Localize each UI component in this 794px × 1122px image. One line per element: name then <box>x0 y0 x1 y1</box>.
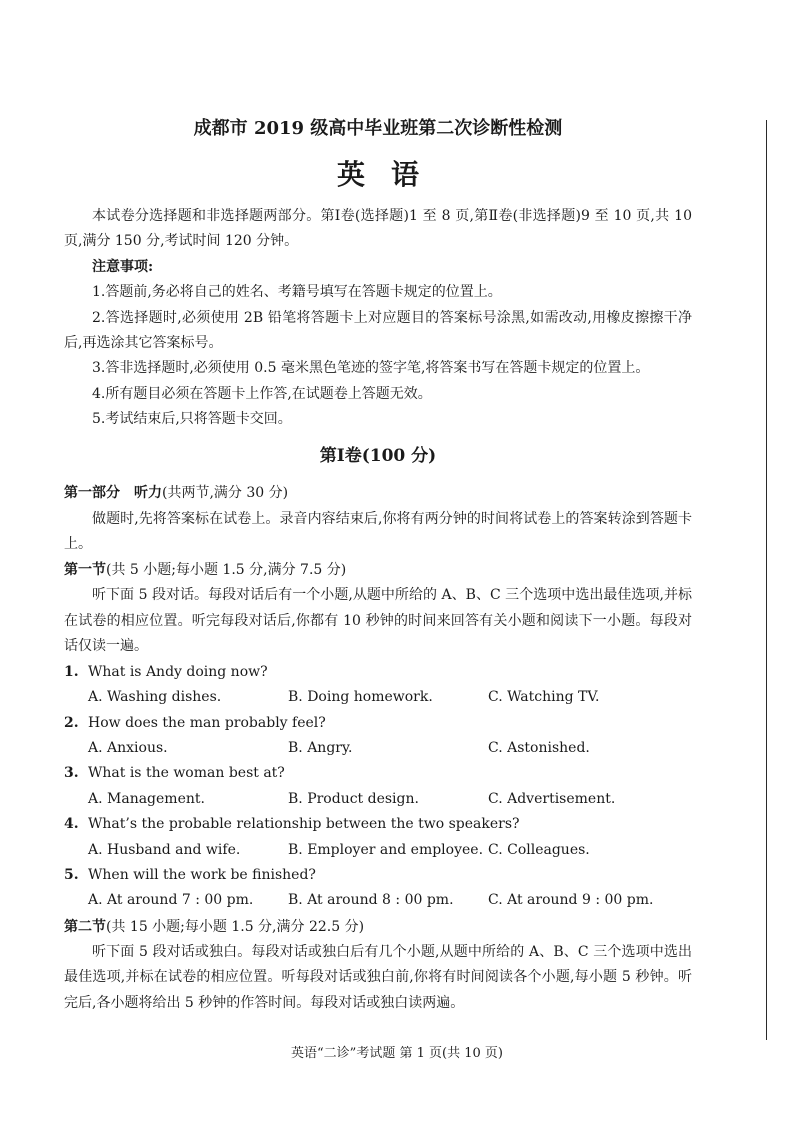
question-text: What is Andy doing now? <box>88 663 268 680</box>
section1-instruction: 听下面 5 段对话。每段对话后有一个小题,从题中所给的 A、B、C 三个选项中选出最佳选项,并标在试卷的相应位置。听完每段对话后,你都有 10 秒钟的时间来回答有关小题和阅读下一小题。每段对话仅读一遍。 <box>64 587 692 655</box>
question-text: When will the work be finished? <box>88 866 316 883</box>
part1-subtitle: 听力 <box>134 484 162 501</box>
page-footer: 英语“二诊”考试题 第 1 页(共 10 页) <box>291 1046 503 1061</box>
option-a: A. Management. <box>88 790 205 807</box>
option-c: C. Colleagues. <box>488 841 590 858</box>
option-c: C. At around 9 : 00 pm. <box>488 892 654 909</box>
option-c: C. Astonished. <box>488 739 590 756</box>
option-c: C. Watching TV. <box>488 689 600 706</box>
question-number: 5. <box>64 866 79 883</box>
option-a: A. Husband and wife. <box>88 841 241 858</box>
question-number: 2. <box>64 714 79 731</box>
part1-score: (共两节,满分 30 分) <box>162 484 289 501</box>
question-number: 1. <box>64 663 79 680</box>
question-2 <box>64 711 692 762</box>
option-b: B. At around 8 : 00 pm. <box>288 892 454 909</box>
section1-title: 第一节 <box>64 562 106 579</box>
option-b: B. Angry. <box>288 739 353 756</box>
volume-heading: 第Ⅰ卷(100 分) <box>319 445 437 466</box>
question-text: How does the man probably feel? <box>88 714 326 731</box>
notice-item-4: 4.所有题目必须在答题卡上作答,在试题卷上答题无效。 <box>92 385 432 402</box>
section2-heading <box>64 914 692 940</box>
notice-heading: 注意事项: <box>92 258 154 275</box>
exam-title: 成都市 2019 级高中毕业班第二次诊断性检测 <box>193 118 563 139</box>
option-b: B. Product design. <box>288 790 419 807</box>
question-text: What’s the probable relationship between the two speakers? <box>88 816 520 833</box>
option-c: C. Advertisement. <box>488 790 616 807</box>
option-b: B. Employer and employee. <box>288 841 484 858</box>
option-a: A. At around 7 : 00 pm. <box>88 892 254 909</box>
question-text: What is the woman best at? <box>88 765 285 782</box>
option-a: A. Washing dishes. <box>88 689 222 706</box>
part1-instruction: 做题时,先将答案标在试卷上。录音内容结束后,你将有两分钟的时间将试卷上的答案转涂到答题卡上。 <box>64 510 692 553</box>
question-number: 3. <box>64 765 79 782</box>
question-5 <box>64 863 692 914</box>
section1-info: (共 5 小题;每小题 1.5 分,满分 7.5 分) <box>106 562 347 579</box>
section2-title: 第二节 <box>64 918 106 935</box>
notice-item-3: 3.答非选择题时,必须使用 0.5 毫米黑色笔迹的签字笔,将答案书写在答题卡规定的位置上。 <box>92 360 650 377</box>
intro-paragraph: 本试卷分选择题和非选择题两部分。第Ⅰ卷(选择题)1 至 8 页,第Ⅱ卷(非选择题)9 至 10 页,共 10 页,满分 150 分,考试时间 120 分钟。 <box>64 208 692 250</box>
notice-item-5: 5.考试结束后,只将答题卡交回。 <box>92 411 292 428</box>
part1-title: 第一部分 <box>64 484 120 501</box>
section2-instruction: 听下面 5 段对话或独白。每段对话或独白后有几个小题,从题中所给的 A、B、C 三个选项中选出最佳选项,并标在试卷的相应位置。听每段对话或独白前,你将有时间阅读各个小题,每小题 5 秒钟。听完后,各小题将给出 5 秒钟的作答时间。每段对话或独白读两遍。 <box>64 943 692 1011</box>
part1-heading <box>64 479 692 507</box>
exam-page <box>64 112 692 1016</box>
question-3 <box>64 761 692 812</box>
notice-item-1: 1.答题前,务必将自己的姓名、考籍号填写在答题卡规定的位置上。 <box>92 284 502 301</box>
option-b: B. Doing homework. <box>288 689 433 706</box>
binding-line <box>766 120 767 1040</box>
question-4 <box>64 812 692 863</box>
option-a: A. Anxious. <box>88 739 168 756</box>
section1-heading <box>64 557 692 583</box>
question-number: 4. <box>64 816 79 833</box>
subject-title: 英语 <box>336 158 445 191</box>
notice-item-2: 2.答选择题时,必须使用 2B 铅笔将答题卡上对应题目的答案标号涂黑,如需改动,用橡皮擦擦干净后,再选涂其它答案标号。 <box>64 309 692 352</box>
question-1 <box>64 660 692 711</box>
section2-info: (共 15 小题;每小题 1.5 分,满分 22.5 分) <box>106 918 365 935</box>
